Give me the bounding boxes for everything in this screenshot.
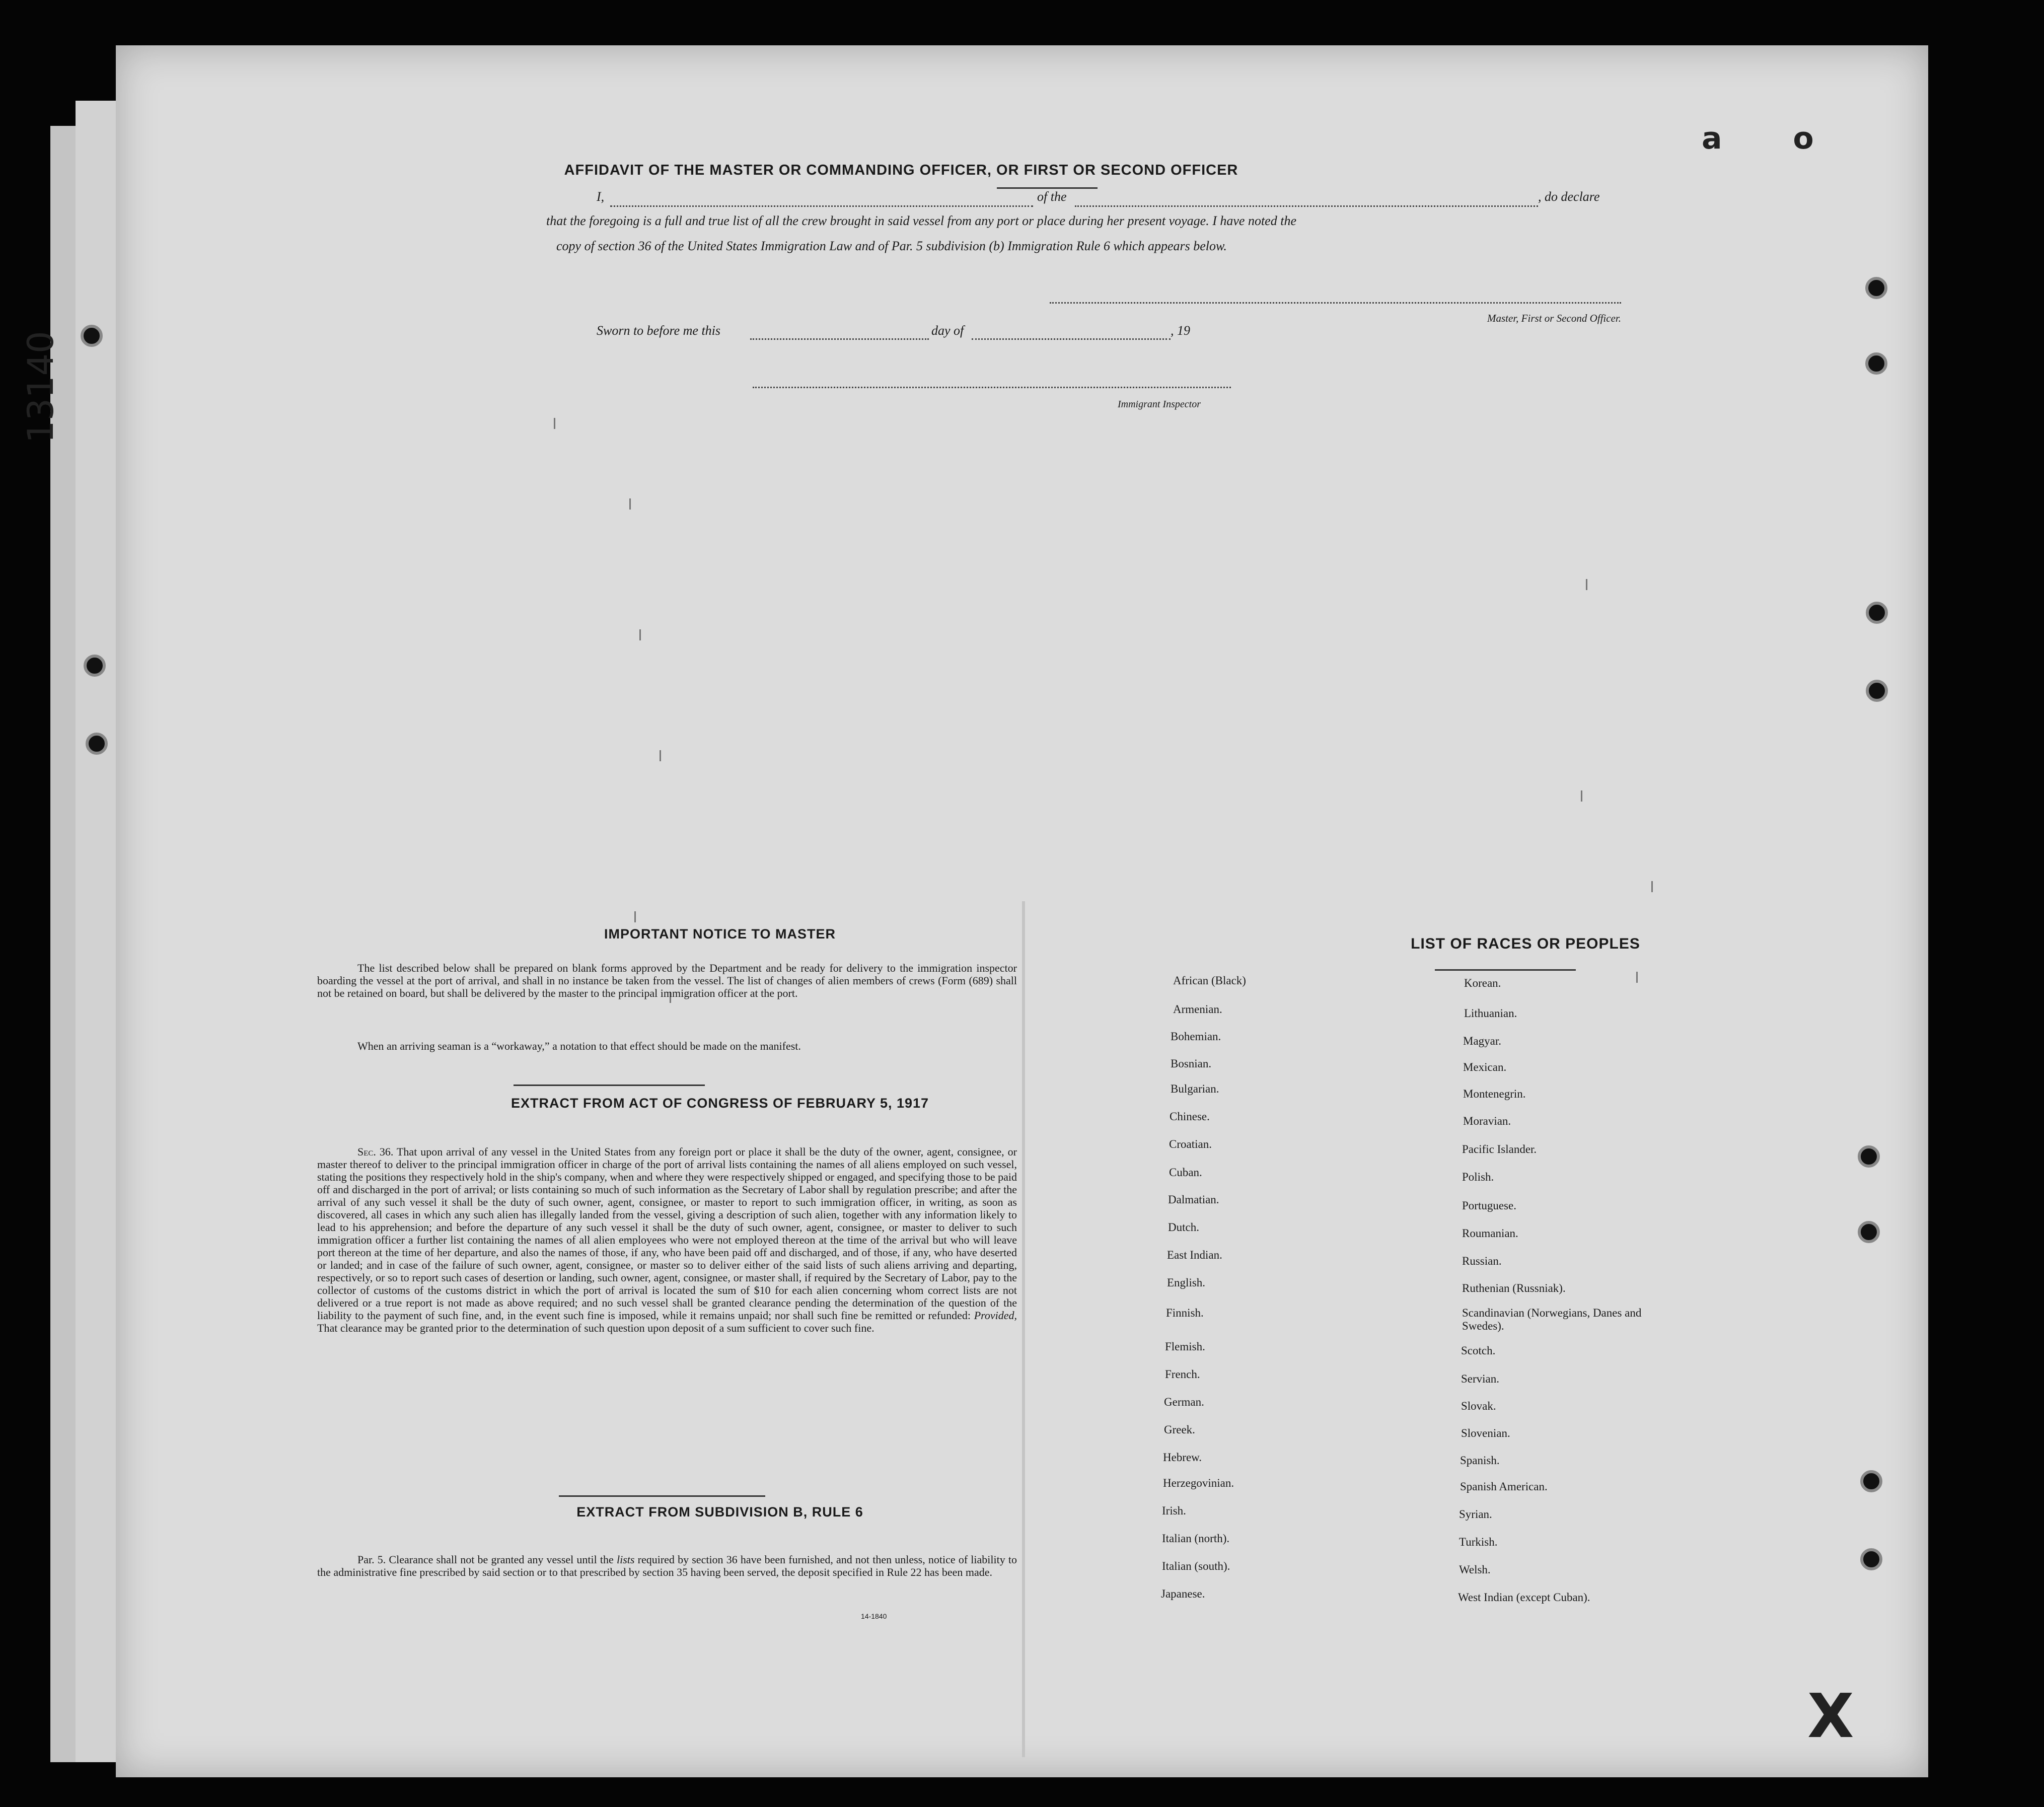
rule-text-a: Par. 5. Clearance shall not be granted any vessel until the bbox=[357, 1553, 614, 1566]
races-title-underline bbox=[1435, 969, 1576, 971]
race-item: Magyar. bbox=[1463, 1035, 1502, 1047]
center-fold bbox=[1022, 901, 1025, 1757]
race-item: Bohemian. bbox=[1171, 1030, 1221, 1043]
binder-hole bbox=[84, 655, 106, 677]
race-item: Lithuanian. bbox=[1464, 1007, 1517, 1020]
race-item: Syrian. bbox=[1459, 1508, 1492, 1521]
sworn-prefix: Sworn to before me this bbox=[597, 323, 721, 338]
binder-hole bbox=[1866, 602, 1888, 624]
notice-title: IMPORTANT NOTICE TO MASTER bbox=[604, 926, 836, 942]
faint-mark bbox=[634, 911, 636, 922]
race-item: German. bbox=[1164, 1396, 1204, 1408]
race-item: Cuban. bbox=[1169, 1166, 1202, 1179]
race-item: Roumanian. bbox=[1462, 1227, 1518, 1240]
rule-title: EXTRACT FROM SUBDIVISION B, RULE 6 bbox=[576, 1504, 863, 1520]
margin-handwriting: 13140 bbox=[20, 331, 61, 443]
race-item: Turkish. bbox=[1459, 1536, 1498, 1548]
master-signature-label: Master, First or Second Officer. bbox=[1487, 312, 1621, 324]
main-document-sheet bbox=[116, 45, 1928, 1777]
race-item: Dutch. bbox=[1168, 1221, 1199, 1234]
act-section-end: That clearance may be granted prior to the determination of such question upon deposit of a sum sufficient to cover such fine. bbox=[317, 1322, 874, 1334]
race-item: Bosnian. bbox=[1171, 1057, 1212, 1070]
sworn-day-of: day of bbox=[931, 323, 964, 338]
affidavit-line-3: copy of section 36 of the United States Immigration Law and of Par. 5 subdivision (b) Immigration Rule 6 which appears below. bbox=[556, 239, 1227, 253]
race-item: West Indian (except Cuban). bbox=[1458, 1591, 1590, 1604]
race-item: Servian. bbox=[1461, 1372, 1500, 1385]
corner-marks: a o bbox=[1702, 121, 1844, 156]
inspector-label: Immigrant Inspector bbox=[1118, 399, 1201, 410]
master-signature-field[interactable] bbox=[1050, 302, 1621, 304]
rule-text-b: required by section 36 have been furnished, and not then unless, notice of liability to the administrative fine prescribed by said section or to that prescribed by section 35 having been served, the deposit specified in Rule 22 has been made. bbox=[317, 1553, 1017, 1578]
binder-hole bbox=[1866, 680, 1888, 702]
act-section-text: That upon arrival of any vessel in the United States from any foreign port or place it shall be the duty of the owner, agent, consignee, or master thereof to deliver to the principal immigration officer in charge of the port of arrival lists containing the names of all aliens employed on such vessel, stating the positions they respectively hold in the ship's company, when and where they were respectively shipped or engaged, and specifying those to be paid off and discharged in the port of arrival; or lists containing so much of such information as the Secretary of Labor shall by regulation prescribe; and after the arrival of any such vessel it shall be the duty of such owner, agent, consignee, or master to report to such immigration officer, in writing, as soon as discovered, all cases in which any such alien has illegally landed from the vessel, giving a description of such alien, together with any information likely to lead to his apprehension; and before the departure of any such vessel it shall be the duty of such owner, agent, consignee, or master to deliver to such immigration officer a further list containing the names of all alien employees who were not employed thereon at the time of the arrival but who will leave port thereon at the time of her departure, and also the names of those, if any, who have been paid off and discharged, and of those, if any, who have deserted or landed; and in case of the failure of such owner, agent, consignee, or master so to deliver either of the said lists of such aliens arriving and departing, respectively, or so to report such cases of desertion or landing, such owner, agent, consignee, or master shall, if required by the Secretary of Labor, pay to the collector of customs of the customs district in which the port of arrival is located the sum of $10 for each alien concerning whom correct lists are not delivered or a true report is not made as above required; and no such vessel shall be granted clearance pending the determination of the question of the liability to the payment of such fine, and, in the event such fine is imposed, while it remains unpaid; nor shall such fine be remitted or refunded: bbox=[317, 1145, 1017, 1322]
affidavit-title: AFFIDAVIT OF THE MASTER OR COMMANDING OFFICER, OR FIRST OR SECOND OFFICER bbox=[564, 162, 1238, 178]
race-item: Portuguese. bbox=[1462, 1199, 1516, 1212]
faint-mark bbox=[1586, 579, 1587, 590]
race-item: Moravian. bbox=[1463, 1115, 1511, 1127]
race-item: Chinese. bbox=[1170, 1110, 1210, 1123]
binder-hole bbox=[1858, 1145, 1880, 1168]
race-item: Slovak. bbox=[1461, 1400, 1496, 1412]
race-item: Polish. bbox=[1462, 1171, 1494, 1183]
race-item: Ruthenian (Russniak). bbox=[1462, 1282, 1566, 1294]
sworn-month-field[interactable] bbox=[972, 338, 1171, 340]
notice-paragraph-2: When an arriving seaman is a “workaway,” a notation to that effect should be made on the manifest. bbox=[357, 1040, 801, 1052]
race-item: Korean. bbox=[1464, 977, 1501, 989]
sworn-year: , 19 bbox=[1171, 323, 1190, 338]
race-item: English. bbox=[1167, 1276, 1206, 1289]
binder-hole bbox=[81, 325, 103, 347]
race-item: French. bbox=[1165, 1368, 1200, 1381]
affidavit-line-2: that the foregoing is a full and true list of all the crew brought in said vessel from any port or place during her present voyage. I have noted the bbox=[546, 213, 1296, 228]
race-item: Pacific Islander. bbox=[1462, 1143, 1537, 1155]
race-item: Finnish. bbox=[1166, 1307, 1204, 1319]
faint-mark bbox=[639, 629, 641, 640]
race-item: Welsh. bbox=[1459, 1563, 1491, 1576]
affidavit-declare: , do declare bbox=[1538, 189, 1600, 204]
binder-hole bbox=[1860, 1470, 1882, 1492]
act-section-label: Sec. 36. bbox=[357, 1145, 394, 1158]
race-item: Russian. bbox=[1462, 1255, 1502, 1267]
binder-hole bbox=[1865, 277, 1887, 299]
affidavit-i: I, bbox=[597, 189, 605, 204]
binder-hole bbox=[1858, 1221, 1880, 1243]
races-title: LIST OF RACES OR PEOPLES bbox=[1411, 935, 1640, 952]
sworn-day-field[interactable] bbox=[750, 338, 929, 340]
notice-paragraph-1: The list described below shall be prepared on blank forms approved by the Department and be ready for delivery to the immigration inspector boarding the vessel at the port of arrival, and shall in no instance be taken from the vessel. The list of changes of alien members of crews (Form (689) shall not be retained on board, but shall be delivered by the master to the principal immigration officer at the port. bbox=[317, 962, 1017, 999]
race-item: Bulgarian. bbox=[1171, 1082, 1219, 1095]
faint-mark bbox=[1651, 881, 1653, 892]
faint-mark bbox=[629, 498, 631, 510]
inspector-signature-field[interactable] bbox=[753, 387, 1231, 388]
race-item: African (Black) bbox=[1173, 974, 1246, 987]
act-divider bbox=[559, 1495, 765, 1497]
race-item: Scotch. bbox=[1461, 1344, 1496, 1357]
form-number: 14-1840 bbox=[861, 1612, 887, 1620]
vessel-name-field[interactable] bbox=[1075, 205, 1538, 207]
race-item: Flemish. bbox=[1165, 1340, 1205, 1353]
faint-mark bbox=[554, 418, 555, 429]
act-provided: Provided, bbox=[974, 1309, 1017, 1322]
race-item: Croatian. bbox=[1169, 1138, 1212, 1150]
race-item: Spanish. bbox=[1460, 1454, 1500, 1467]
faint-mark bbox=[660, 750, 661, 761]
race-item: Italian (south). bbox=[1162, 1560, 1230, 1572]
race-item: Montenegrin. bbox=[1463, 1088, 1526, 1100]
affidavit-of-the: of the bbox=[1037, 189, 1067, 204]
binder-hole bbox=[1865, 352, 1887, 375]
binder-hole bbox=[1860, 1548, 1882, 1570]
race-item: Scandinavian (Norwegians, Danes and Swedes). bbox=[1462, 1307, 1642, 1332]
race-item: East Indian. bbox=[1167, 1249, 1222, 1261]
race-item: Hebrew. bbox=[1163, 1451, 1202, 1464]
faint-mark bbox=[1636, 972, 1638, 983]
race-item: Italian (north). bbox=[1162, 1532, 1230, 1545]
officer-name-field[interactable] bbox=[610, 205, 1033, 207]
corner-x-mark: X bbox=[1807, 1682, 1854, 1752]
race-item: Greek. bbox=[1164, 1423, 1195, 1436]
race-item: Japanese. bbox=[1161, 1587, 1205, 1600]
race-item: Dalmatian. bbox=[1168, 1193, 1219, 1206]
binder-hole bbox=[86, 733, 108, 755]
faint-mark bbox=[1581, 790, 1582, 802]
race-item: Herzegovinian. bbox=[1163, 1477, 1234, 1489]
act-section-36 bbox=[317, 1145, 1017, 1334]
act-title: EXTRACT FROM ACT OF CONGRESS OF FEBRUARY 5, 1917 bbox=[510, 1096, 929, 1111]
race-item: Spanish American. bbox=[1460, 1480, 1548, 1493]
notice-divider bbox=[514, 1085, 705, 1086]
race-item: Armenian. bbox=[1173, 1003, 1222, 1016]
rule-paragraph bbox=[317, 1553, 1017, 1578]
race-item: Irish. bbox=[1162, 1504, 1186, 1517]
race-item: Slovenian. bbox=[1461, 1427, 1510, 1439]
race-item: Mexican. bbox=[1463, 1061, 1507, 1073]
rule-lists: lists bbox=[616, 1553, 635, 1566]
